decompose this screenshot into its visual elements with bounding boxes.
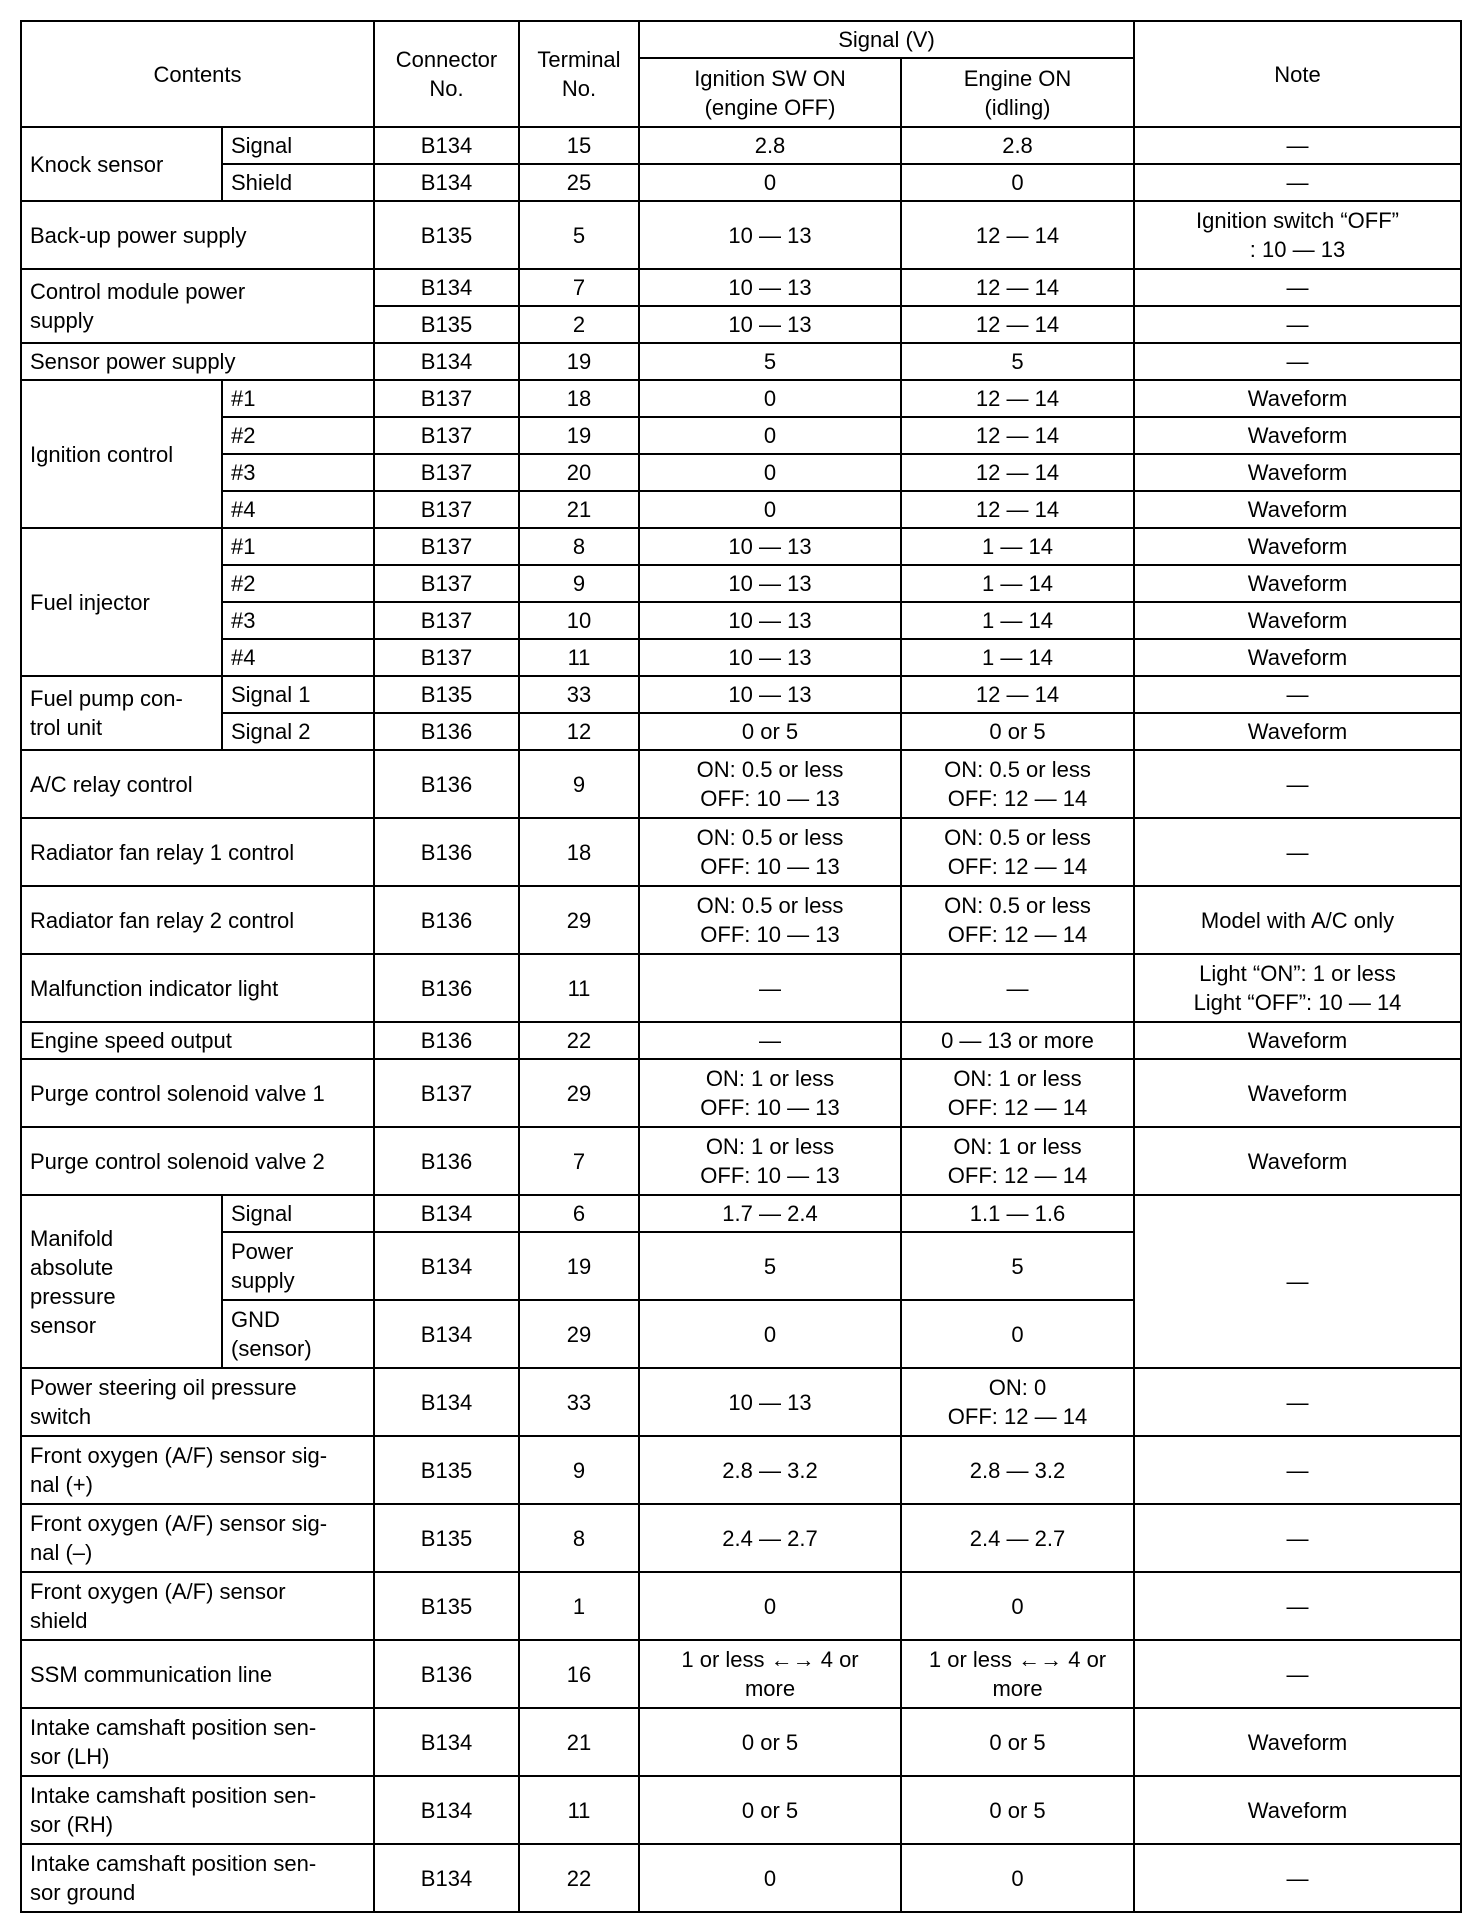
sub-item-cell: Signal [222,1195,374,1232]
connector-cell: B135 [374,1572,519,1640]
connector-cell: B134 [374,1232,519,1300]
terminal-cell: 9 [519,750,639,818]
terminal-cell: 33 [519,676,639,713]
ignition-on-signal-cell: 10 — 13 [639,676,901,713]
engine-on-signal-cell: ON: 0.5 or less OFF: 12 — 14 [901,818,1134,886]
note-cell: Waveform [1134,602,1461,639]
header-engine-on: Engine ON (idling) [901,58,1134,127]
connector-cell: B136 [374,713,519,750]
terminal-cell: 7 [519,269,639,306]
contents-cell: Control module power supply [21,269,374,343]
note-cell: — [1134,269,1461,306]
sub-item-cell: GND (sensor) [222,1300,374,1368]
ignition-on-signal-cell: 2.4 — 2.7 [639,1504,901,1572]
sub-item-cell: #1 [222,528,374,565]
connector-cell: B136 [374,750,519,818]
table-row [21,417,1461,454]
ignition-on-signal-cell: 0 or 5 [639,1708,901,1776]
connector-cell: B134 [374,1844,519,1912]
ignition-on-signal-cell: 10 — 13 [639,565,901,602]
table-row [21,750,1461,818]
table-row [21,1195,1461,1232]
ignition-on-signal-cell: 0 [639,1300,901,1368]
table-row [21,528,1461,565]
note-cell: Waveform [1134,1776,1461,1844]
table-row [21,954,1461,1022]
terminal-cell: 6 [519,1195,639,1232]
sub-item-cell: #4 [222,491,374,528]
ignition-on-signal-cell: ON: 0.5 or less OFF: 10 — 13 [639,886,901,954]
contents-cell: Knock sensor [21,127,222,201]
ignition-on-signal-cell: 10 — 13 [639,602,901,639]
terminal-cell: 9 [519,1436,639,1504]
engine-on-signal-cell: 12 — 14 [901,380,1134,417]
table-row [21,454,1461,491]
contents-cell: Power steering oil pressure switch [21,1368,374,1436]
table-row [21,1368,1461,1436]
terminal-cell: 29 [519,1059,639,1127]
engine-on-signal-cell: 1.1 — 1.6 [901,1195,1134,1232]
connector-cell: B136 [374,886,519,954]
connector-cell: B137 [374,491,519,528]
contents-cell: Intake camshaft position sen- sor (RH) [21,1776,374,1844]
ignition-on-signal-cell: 10 — 13 [639,269,901,306]
contents-cell: Intake camshaft position sen- sor (LH) [21,1708,374,1776]
sub-item-cell: #3 [222,454,374,491]
contents-cell: Radiator fan relay 2 control [21,886,374,954]
ignition-on-signal-cell: 10 — 13 [639,306,901,343]
sub-item-cell: Signal [222,127,374,164]
contents-cell: Intake camshaft position sen- sor ground [21,1844,374,1912]
table-row [21,127,1461,164]
table-row [21,886,1461,954]
note-cell: — [1134,818,1461,886]
table-row [21,639,1461,676]
connector-cell: B135 [374,1436,519,1504]
table-row [21,602,1461,639]
terminal-cell: 25 [519,164,639,201]
ignition-on-signal-cell: 0 [639,380,901,417]
connector-cell: B137 [374,1059,519,1127]
engine-on-signal-cell: 12 — 14 [901,269,1134,306]
contents-cell: Fuel injector [21,528,222,676]
connector-cell: B136 [374,1640,519,1708]
header-note: Note [1134,21,1461,127]
note-cell: — [1134,1195,1461,1368]
terminal-cell: 22 [519,1022,639,1059]
ignition-on-signal-cell: 10 — 13 [639,1368,901,1436]
connector-cell: B134 [374,1708,519,1776]
note-cell: Waveform [1134,713,1461,750]
contents-cell: Front oxygen (A/F) sensor sig- nal (–) [21,1504,374,1572]
terminal-cell: 18 [519,818,639,886]
terminal-cell: 7 [519,1127,639,1195]
note-cell: — [1134,127,1461,164]
engine-on-signal-cell: 1 — 14 [901,639,1134,676]
note-cell: — [1134,1844,1461,1912]
table-row [21,1059,1461,1127]
engine-on-signal-cell: ON: 0.5 or less OFF: 12 — 14 [901,886,1134,954]
connector-cell: B134 [374,269,519,306]
table-row [21,491,1461,528]
terminal-cell: 19 [519,343,639,380]
ignition-on-signal-cell: 0 [639,164,901,201]
engine-on-signal-cell: 2.8 [901,127,1134,164]
engine-on-signal-cell: 0 or 5 [901,1708,1134,1776]
engine-on-signal-cell: 2.8 — 3.2 [901,1436,1134,1504]
header-terminal: Terminal No. [519,21,639,127]
engine-on-signal-cell: 12 — 14 [901,417,1134,454]
sub-item-cell: #1 [222,380,374,417]
connector-cell: B134 [374,1195,519,1232]
sub-item-cell: #2 [222,565,374,602]
table-row [21,713,1461,750]
terminal-cell: 15 [519,127,639,164]
terminal-cell: 10 [519,602,639,639]
ignition-on-signal-cell: 0 [639,417,901,454]
note-cell: Waveform [1134,1059,1461,1127]
ignition-on-signal-cell: 10 — 13 [639,528,901,565]
connector-cell: B136 [374,818,519,886]
sub-item-cell: Signal 1 [222,676,374,713]
connector-cell: B134 [374,343,519,380]
contents-cell: Ignition control [21,380,222,528]
terminal-cell: 5 [519,201,639,269]
sub-item-cell: Shield [222,164,374,201]
engine-on-signal-cell: ON: 1 or less OFF: 12 — 14 [901,1127,1134,1195]
connector-cell: B137 [374,380,519,417]
contents-cell: Back-up power supply [21,201,374,269]
terminal-cell: 1 [519,1572,639,1640]
engine-on-signal-cell: 1 — 14 [901,528,1134,565]
ignition-on-signal-cell: 2.8 — 3.2 [639,1436,901,1504]
note-cell: Waveform [1134,1022,1461,1059]
sub-item-cell: #3 [222,602,374,639]
table-row [21,1022,1461,1059]
engine-on-signal-cell: 1 — 14 [901,602,1134,639]
table-body [21,127,1461,1912]
ignition-on-signal-cell: 0 or 5 [639,1776,901,1844]
connector-cell: B134 [374,1776,519,1844]
engine-on-signal-cell: 0 or 5 [901,1776,1134,1844]
note-cell: Waveform [1134,454,1461,491]
engine-on-signal-cell: 12 — 14 [901,201,1134,269]
note-cell: — [1134,1640,1461,1708]
note-cell: — [1134,1436,1461,1504]
table-row [21,343,1461,380]
engine-on-signal-cell: 0 [901,1844,1134,1912]
terminal-cell: 33 [519,1368,639,1436]
terminal-cell: 21 [519,1708,639,1776]
terminal-cell: 16 [519,1640,639,1708]
connector-cell: B137 [374,454,519,491]
note-cell: Waveform [1134,639,1461,676]
note-cell: Waveform [1134,1127,1461,1195]
engine-on-signal-cell: 0 [901,1572,1134,1640]
note-cell: — [1134,1504,1461,1572]
ignition-on-signal-cell: 0 [639,454,901,491]
terminal-cell: 9 [519,565,639,602]
header-ignition-on: Ignition SW ON (engine OFF) [639,58,901,127]
note-cell: — [1134,343,1461,380]
connector-cell: B134 [374,127,519,164]
note-cell: — [1134,306,1461,343]
connector-cell: B136 [374,1127,519,1195]
note-cell: Waveform [1134,491,1461,528]
contents-cell: Purge control solenoid valve 2 [21,1127,374,1195]
connector-cell: B134 [374,164,519,201]
ignition-on-signal-cell: ON: 0.5 or less OFF: 10 — 13 [639,750,901,818]
terminal-cell: 18 [519,380,639,417]
engine-on-signal-cell: ON: 1 or less OFF: 12 — 14 [901,1059,1134,1127]
terminal-cell: 11 [519,1776,639,1844]
note-cell: Ignition switch “OFF” : 10 — 13 [1134,201,1461,269]
ignition-on-signal-cell: ON: 1 or less OFF: 10 — 13 [639,1059,901,1127]
table-row [21,1504,1461,1572]
ignition-on-signal-cell: 0 [639,1572,901,1640]
terminal-cell: 29 [519,886,639,954]
header-signal: Signal (V) [639,21,1134,58]
note-cell: — [1134,676,1461,713]
table-row [21,1640,1461,1708]
engine-on-signal-cell: 5 [901,1232,1134,1300]
table-row [21,1127,1461,1195]
connector-cell: B137 [374,639,519,676]
note-cell: Waveform [1134,417,1461,454]
note-cell: Model with A/C only [1134,886,1461,954]
contents-cell: Sensor power supply [21,343,374,380]
engine-on-signal-cell: 2.4 — 2.7 [901,1504,1134,1572]
connector-cell: B135 [374,676,519,713]
ignition-on-signal-cell: 5 [639,343,901,380]
terminal-cell: 12 [519,713,639,750]
terminal-cell: 19 [519,1232,639,1300]
sub-item-cell: Power supply [222,1232,374,1300]
connector-cell: B137 [374,528,519,565]
connector-cell: B137 [374,602,519,639]
note-cell: Waveform [1134,565,1461,602]
table-row [21,269,1461,306]
connector-cell: B135 [374,1504,519,1572]
engine-on-signal-cell: — [901,954,1134,1022]
connector-cell: B135 [374,201,519,269]
note-cell: — [1134,1368,1461,1436]
ignition-on-signal-cell: ON: 0.5 or less OFF: 10 — 13 [639,818,901,886]
ignition-on-signal-cell: 1.7 — 2.4 [639,1195,901,1232]
note-cell: — [1134,1572,1461,1640]
connector-cell: B137 [374,565,519,602]
terminal-cell: 11 [519,639,639,676]
table-row [21,1844,1461,1912]
connector-cell: B137 [374,417,519,454]
ignition-on-signal-cell: 0 or 5 [639,713,901,750]
ignition-on-signal-cell: — [639,954,901,1022]
terminal-cell: 21 [519,491,639,528]
terminal-cell: 2 [519,306,639,343]
header-connector: Connector No. [374,21,519,127]
note-cell: — [1134,164,1461,201]
note-cell: Waveform [1134,380,1461,417]
table-row [21,1776,1461,1844]
ignition-on-signal-cell: 1 or less ←→ 4 or more [639,1640,901,1708]
engine-on-signal-cell: 0 or 5 [901,713,1134,750]
contents-cell: Fuel pump con- trol unit [21,676,222,750]
table-row [21,818,1461,886]
engine-on-signal-cell: 0 [901,164,1134,201]
connector-cell: B135 [374,306,519,343]
connector-cell: B136 [374,954,519,1022]
terminal-cell: 11 [519,954,639,1022]
contents-cell: A/C relay control [21,750,374,818]
terminal-cell: 8 [519,1504,639,1572]
ignition-on-signal-cell: 0 [639,1844,901,1912]
engine-on-signal-cell: ON: 0.5 or less OFF: 12 — 14 [901,750,1134,818]
contents-cell: SSM communication line [21,1640,374,1708]
engine-on-signal-cell: 1 or less ←→ 4 or more [901,1640,1134,1708]
contents-cell: Radiator fan relay 1 control [21,818,374,886]
ignition-on-signal-cell: 10 — 13 [639,639,901,676]
contents-cell: Engine speed output [21,1022,374,1059]
engine-on-signal-cell: 0 — 13 or more [901,1022,1134,1059]
table-row [21,565,1461,602]
table-row [21,1436,1461,1504]
terminal-cell: 8 [519,528,639,565]
ignition-on-signal-cell: — [639,1022,901,1059]
sub-item-cell: #2 [222,417,374,454]
ignition-on-signal-cell: 5 [639,1232,901,1300]
engine-on-signal-cell: 12 — 14 [901,306,1134,343]
terminal-cell: 22 [519,1844,639,1912]
ignition-on-signal-cell: 0 [639,491,901,528]
note-cell: Waveform [1134,528,1461,565]
terminal-cell: 19 [519,417,639,454]
header-contents: Contents [21,21,374,127]
table-row [21,676,1461,713]
sub-item-cell: Signal 2 [222,713,374,750]
ignition-on-signal-cell: ON: 1 or less OFF: 10 — 13 [639,1127,901,1195]
signal-table [20,20,1462,1913]
sub-item-cell: #4 [222,639,374,676]
engine-on-signal-cell: 12 — 14 [901,454,1134,491]
table-row [21,1572,1461,1640]
terminal-cell: 29 [519,1300,639,1368]
connector-cell: B134 [374,1300,519,1368]
contents-cell: Manifold absolute pressure sensor [21,1195,222,1368]
contents-cell: Malfunction indicator light [21,954,374,1022]
connector-cell: B134 [374,1368,519,1436]
engine-on-signal-cell: 1 — 14 [901,565,1134,602]
note-cell: Light “ON”: 1 or less Light “OFF”: 10 — 14 [1134,954,1461,1022]
contents-cell: Front oxygen (A/F) sensor sig- nal (+) [21,1436,374,1504]
table-row [21,201,1461,269]
connector-cell: B136 [374,1022,519,1059]
contents-cell: Purge control solenoid valve 1 [21,1059,374,1127]
engine-on-signal-cell: 0 [901,1300,1134,1368]
engine-on-signal-cell: 5 [901,343,1134,380]
note-cell: Waveform [1134,1708,1461,1776]
engine-on-signal-cell: ON: 0 OFF: 12 — 14 [901,1368,1134,1436]
table-row [21,380,1461,417]
table-row [21,164,1461,201]
ignition-on-signal-cell: 2.8 [639,127,901,164]
note-cell: — [1134,750,1461,818]
ignition-on-signal-cell: 10 — 13 [639,201,901,269]
engine-on-signal-cell: 12 — 14 [901,491,1134,528]
table-row [21,1708,1461,1776]
contents-cell: Front oxygen (A/F) sensor shield [21,1572,374,1640]
terminal-cell: 20 [519,454,639,491]
engine-on-signal-cell: 12 — 14 [901,676,1134,713]
